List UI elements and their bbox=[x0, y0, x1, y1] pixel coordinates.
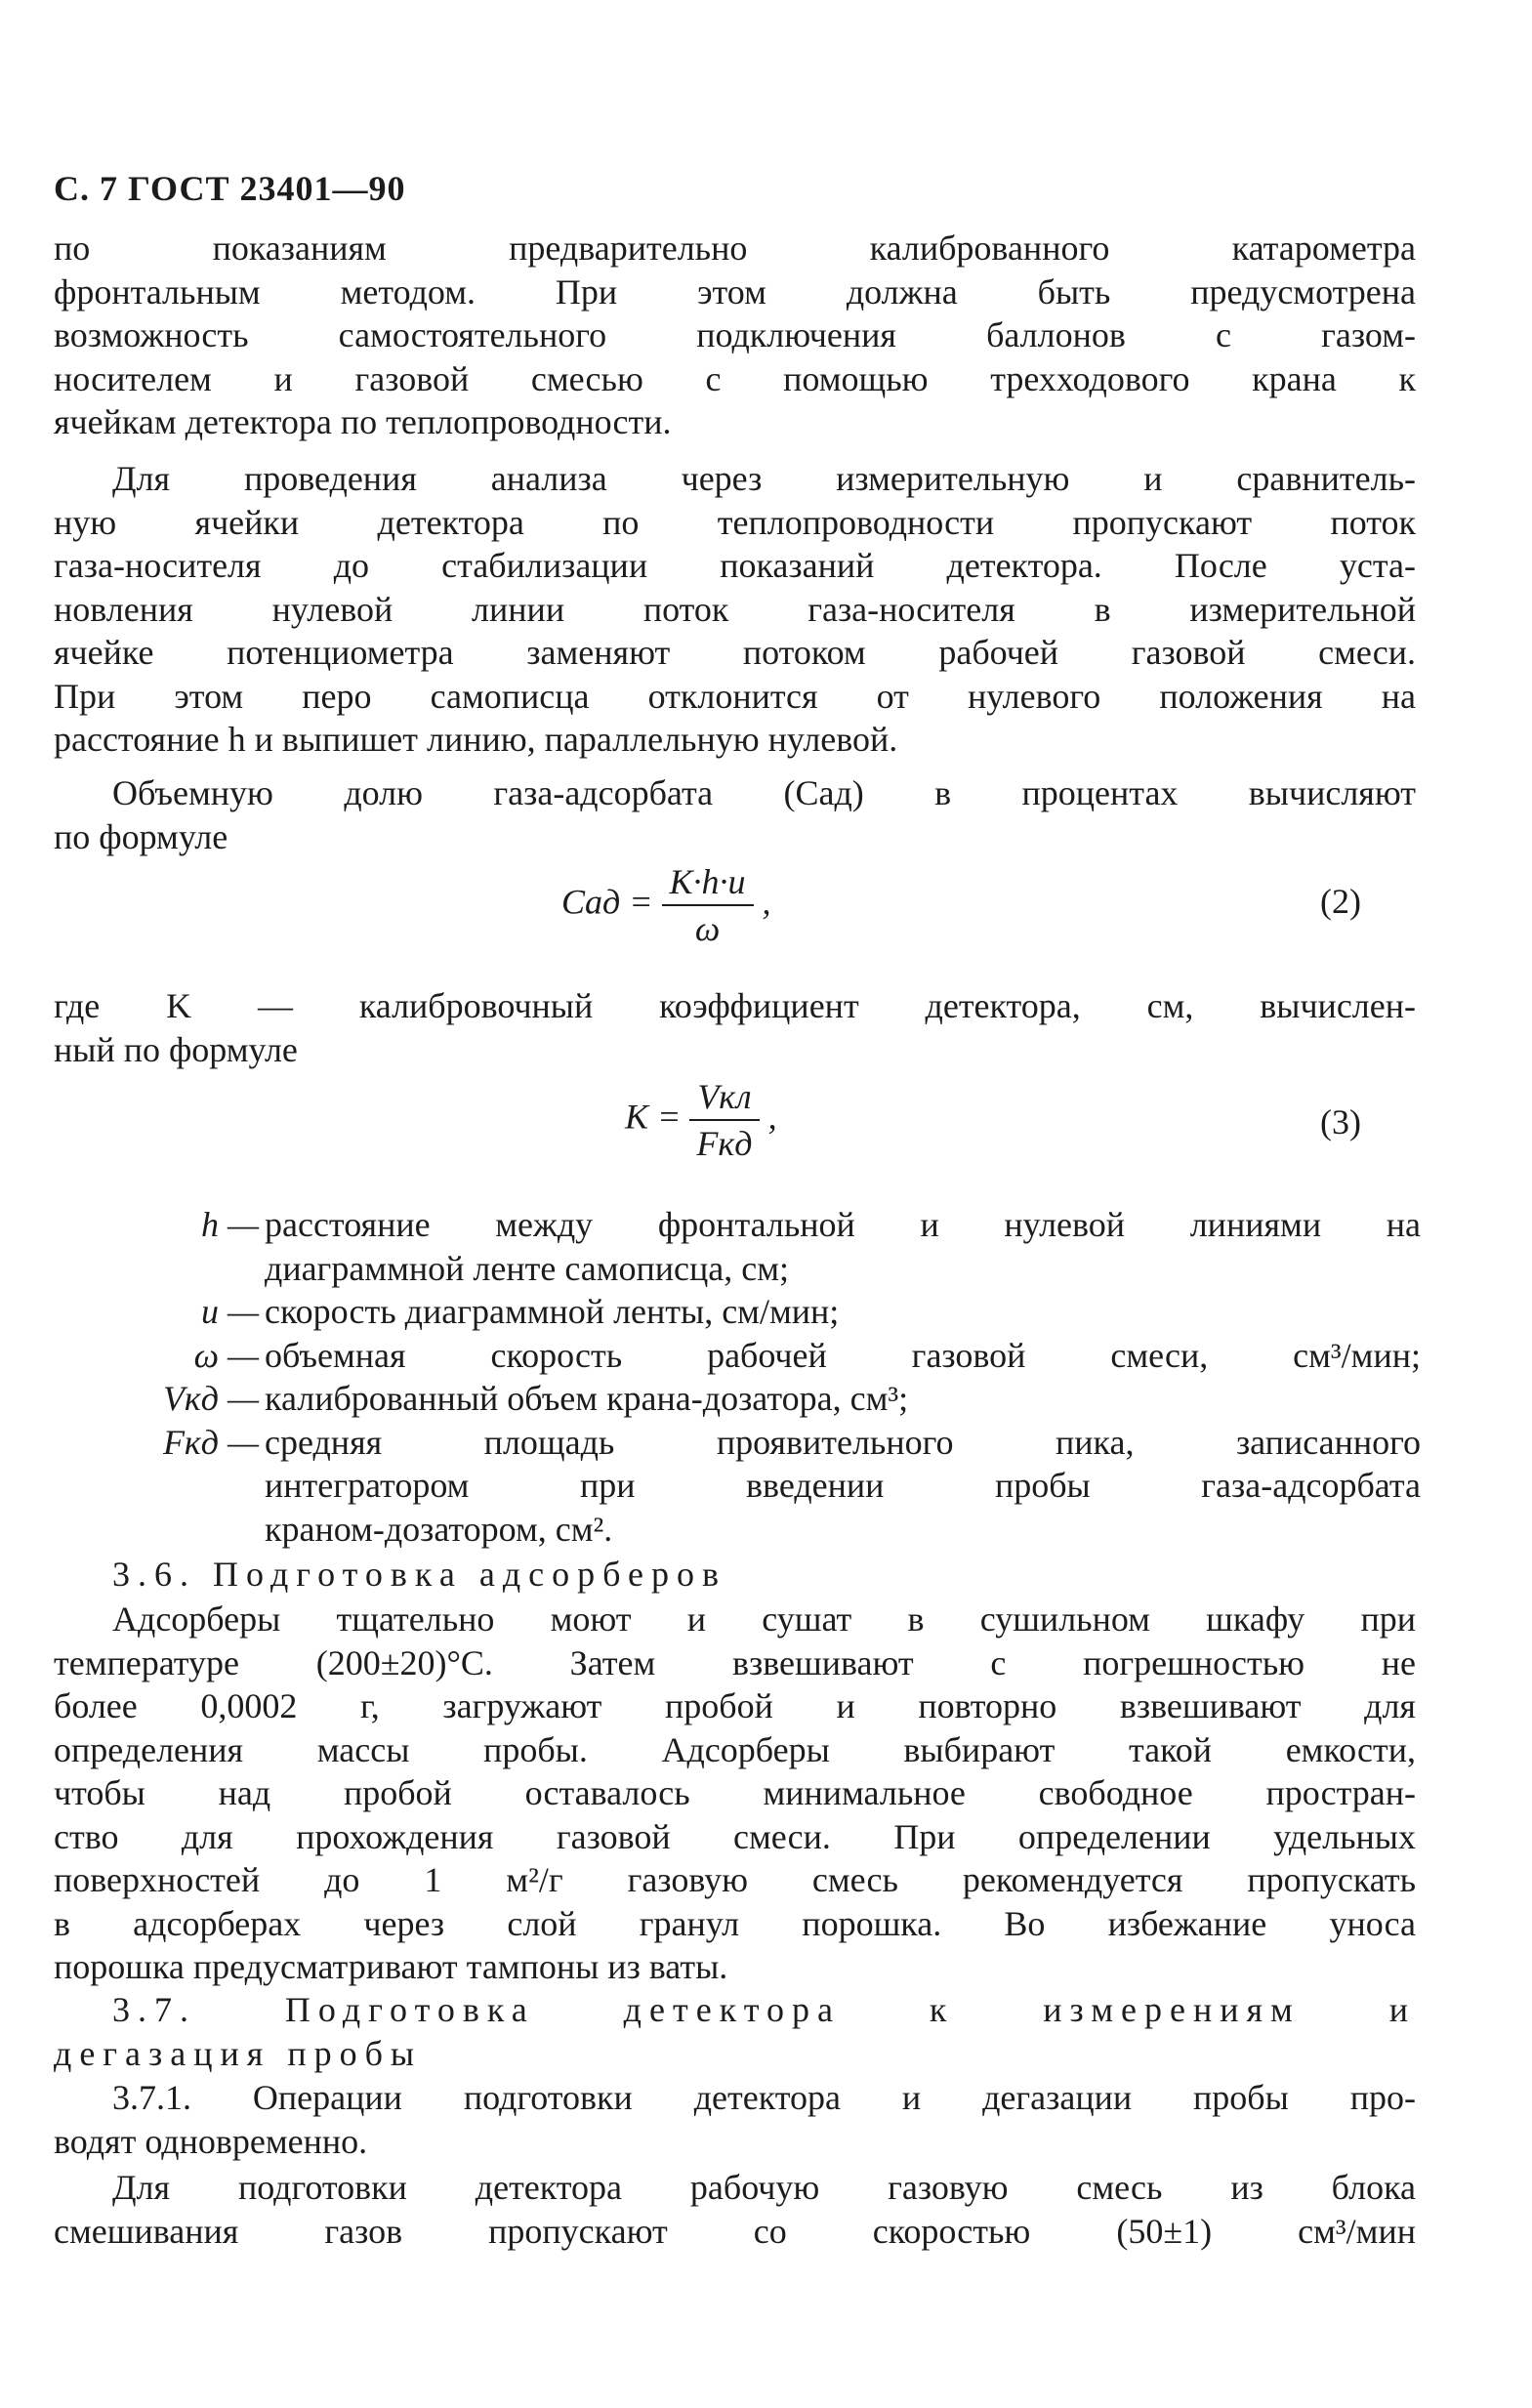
paragraph-4 bbox=[54, 984, 1416, 1071]
paragraph-2 bbox=[54, 457, 1416, 762]
text-line: калиброванный объем крана-дозатора, см³; bbox=[265, 1379, 909, 1418]
text-line: поверхностей до 1 м²/г газовую смесь рекомендуется пропускать bbox=[54, 1860, 1416, 1899]
section-heading-3-7 bbox=[54, 1988, 1416, 2075]
text-line: краном-дозатором, см². bbox=[265, 1509, 613, 1549]
definition-text bbox=[265, 1377, 1421, 1421]
formula-lhs: K = bbox=[625, 1097, 682, 1137]
section-title: 3.6. Подготовка адсорберов bbox=[112, 1555, 726, 1594]
definition-item bbox=[54, 1421, 1421, 1552]
text-line: в адсорберах через слой гранул порошка. Во избежание уноса bbox=[54, 1903, 1416, 1943]
definition-symbol: ω — bbox=[193, 1335, 259, 1375]
section-heading-3-6 bbox=[54, 1553, 1416, 1597]
paragraph-3 bbox=[54, 771, 1416, 858]
formula-fraction bbox=[689, 1076, 759, 1164]
formula-3 bbox=[625, 1076, 777, 1164]
text-line: скорость диаграммной ленты, см/мин; bbox=[265, 1292, 840, 1331]
text-line: смешивания газов пропускают со скоростью (50±1) см³/мин bbox=[54, 2211, 1416, 2251]
formula-fraction bbox=[662, 861, 754, 949]
definition-symbol: u — bbox=[200, 1292, 259, 1331]
formula-numerator: K·h·u bbox=[662, 861, 754, 906]
text-line: новления нулевой линии поток газа-носителя в измерительной bbox=[54, 589, 1416, 629]
formula-denominator: Fкд bbox=[696, 1124, 753, 1163]
text-line: водят одновременно. bbox=[54, 2121, 368, 2161]
text-line: температуре (200±20)°С. Затем взвешивают с погрешностью не bbox=[54, 1642, 1416, 1682]
formula-numerator: Vкл bbox=[689, 1076, 759, 1121]
definition-symbol: Fкд — bbox=[162, 1422, 259, 1462]
paragraph-6 bbox=[54, 2076, 1416, 2163]
formula-denominator: ω bbox=[694, 909, 721, 948]
text-line: 3.7.1. Операции подготовки детектора и дегазации пробы про- bbox=[112, 2078, 1416, 2117]
definition-text bbox=[265, 1203, 1421, 1290]
text-line: интегратором при введении пробы газа-адсорбата bbox=[265, 1466, 1421, 1505]
definition-text bbox=[265, 1290, 1421, 1334]
paragraph-5 bbox=[54, 1598, 1416, 1989]
text-line: чтобы над пробой оставалось минимальное свободное простран- bbox=[54, 1773, 1416, 1812]
formula-lhs: Cад = bbox=[561, 882, 653, 922]
formula-tail: , bbox=[767, 1097, 777, 1137]
text-line: средняя площадь проявительного пика, записанного bbox=[265, 1422, 1421, 1462]
text-line: фронтальным методом. При этом должна быть предусмотрена bbox=[54, 271, 1416, 311]
definition-symbol: h — bbox=[200, 1205, 259, 1244]
text-line: носителем и газовой смесью с помощью трехходового крана к bbox=[54, 358, 1416, 398]
section-title: 3.7. Подготовка детектора к измерениям и bbox=[112, 1990, 1416, 2029]
text-line: газа-носителя до стабилизации показаний детектора. После уста- bbox=[54, 546, 1416, 585]
definition-text bbox=[265, 1334, 1421, 1378]
definition-symbol: Vкд — bbox=[162, 1379, 259, 1418]
equation-number: (3) bbox=[1320, 1102, 1361, 1142]
section-title: дегазация пробы bbox=[54, 2033, 423, 2073]
text-line: ный по формуле bbox=[54, 1029, 298, 1069]
text-line: расстояние между фронтальной и нулевой линиями на bbox=[265, 1205, 1421, 1244]
text-line: расстояние h и выпишет линию, параллельную нулевой. bbox=[54, 720, 898, 759]
text-line: Для подготовки детектора рабочую газовую смесь из блока bbox=[112, 2168, 1416, 2207]
text-line: При этом перо самописца отклонится от нулевого положения на bbox=[54, 676, 1416, 716]
equation-number: (2) bbox=[1320, 882, 1361, 921]
text-line: ную ячейки детектора по теплопроводности пропускают поток bbox=[54, 502, 1416, 542]
text-line: по показаниям предварительно калиброванного катарометра bbox=[54, 228, 1416, 268]
variable-definitions bbox=[54, 1203, 1421, 1551]
definition-text bbox=[265, 1421, 1421, 1552]
paragraph-7 bbox=[54, 2166, 1416, 2253]
text-line: диаграммной ленте самописца, см; bbox=[265, 1248, 790, 1288]
text-line: по формуле bbox=[54, 816, 228, 856]
text-line: где K — калибровочный коэффициент детектора, см, вычислен- bbox=[54, 986, 1416, 1025]
text-line: ячейке потенциометра заменяют потоком рабочей газовой смеси. bbox=[54, 633, 1416, 672]
text-line: возможность самостоятельного подключения баллонов с газом- bbox=[54, 315, 1416, 354]
text-line: Для проведения анализа через измерительную и сравнитель- bbox=[112, 459, 1416, 498]
text-line: объемная скорость рабочей газовой смеси, см³/мин; bbox=[265, 1335, 1421, 1375]
definition-item bbox=[54, 1377, 1421, 1421]
text-line: более 0,0002 г, загружают пробой и повторно взвешивают для bbox=[54, 1686, 1416, 1725]
formula-tail: , bbox=[762, 882, 771, 922]
page-header: С. 7 ГОСТ 23401—90 bbox=[54, 169, 406, 208]
text-line: определения массы пробы. Адсорберы выбирают такой емкости, bbox=[54, 1729, 1416, 1769]
text-line: ячейкам детектора по теплопроводности. bbox=[54, 402, 672, 441]
definition-item bbox=[54, 1334, 1421, 1378]
paragraph-1 bbox=[54, 227, 1416, 444]
text-line: ство для прохождения газовой смеси. При определении удельных bbox=[54, 1816, 1416, 1856]
definition-item bbox=[54, 1290, 1421, 1334]
text-line: порошка предусматривают тампоны из ваты. bbox=[54, 1947, 728, 1986]
text-line: Объемную долю газа-адсорбата (Cад) в процентах вычисляют bbox=[112, 773, 1416, 812]
definition-item bbox=[54, 1203, 1421, 1290]
text-line: Адсорберы тщательно моют и сушат в сушильном шкафу при bbox=[112, 1599, 1416, 1639]
formula-2 bbox=[561, 861, 771, 949]
